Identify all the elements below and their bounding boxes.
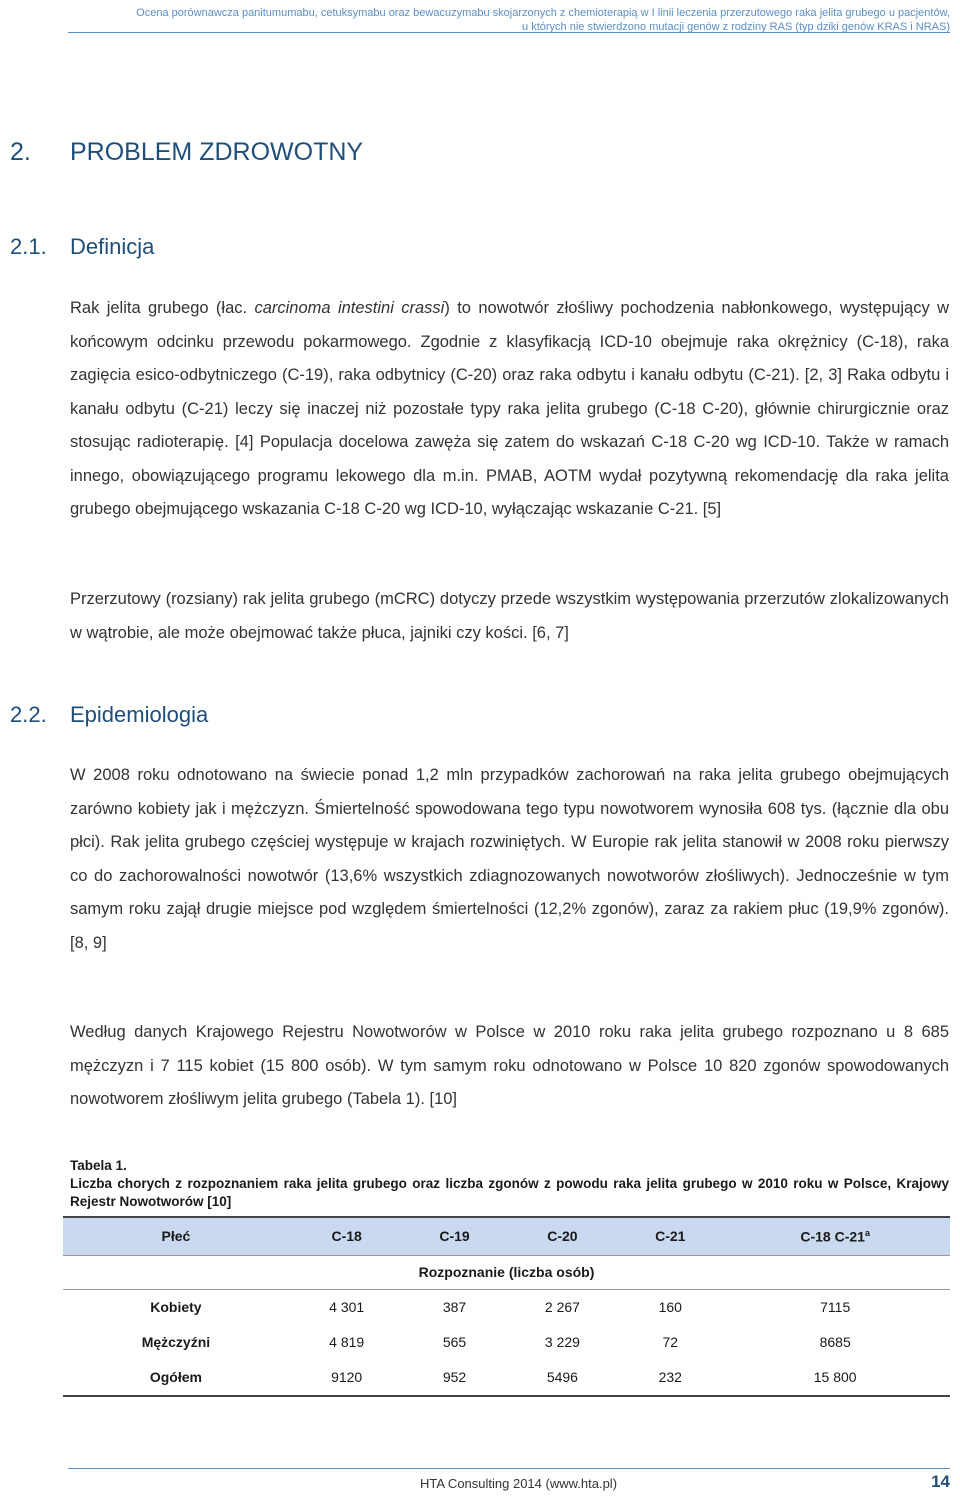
column-header: Płeć <box>63 1217 289 1255</box>
metastatic-paragraph: Przerzutowy (rozsiany) rak jelita grubego (mCRC) dotyczy przede wszystkim występowania przerzutów zlokalizowanych w wątrobie, ale może obejmować także płuca, jajniki czy kości. [6, 7] <box>70 590 949 642</box>
definition-text-start: Rak jelita grubego (łac. <box>70 299 255 317</box>
table-cell: 9120 <box>289 1360 405 1396</box>
table-cell: 2 267 <box>544 1299 580 1315</box>
subsection-title: Epidemiologia <box>70 702 209 727</box>
table-cell: 8685 <box>819 1334 851 1350</box>
footer-text: HTA Consulting 2014 (www.hta.pl) <box>420 1476 618 1491</box>
section-heading <box>10 138 363 167</box>
table-row <box>63 1360 950 1396</box>
column-header: C-20 <box>505 1217 621 1255</box>
table-cell: 5496 <box>505 1360 621 1396</box>
column-header: C-18 <box>289 1217 405 1255</box>
registry-paragraph: Według danych Krajowego Rejestru Nowotworów w Polsce w 2010 roku raka jelita grubego rozpoznano u 8 685 mężczyzn i 7 115 kobiet (15 800 osób). W tym samym roku odnotowano w Polsce 10 820 zgonów spowodowanych nowotworem złośliwym jelita grubego (Tabela 1). [10] <box>70 1023 949 1108</box>
table-caption-text: Liczba chorych z rozpoznaniem raka jelita grubego oraz liczba zgonów z powodu raka jelita grubego w 2010 roku w Polsce, Krajowy Rejestr Nowotworów [10] <box>70 1176 949 1209</box>
table-row <box>63 1325 950 1360</box>
section-number: 2. <box>10 138 31 166</box>
column-header: C-19 <box>404 1217 504 1255</box>
running-header-line-2: u których nie stwierdzono mutacji genów z rodziny RAS (typ dziki genów KRAS i NRAS) <box>522 21 950 33</box>
table-cell: 7115 <box>820 1299 851 1315</box>
subsection-title: Definicja <box>70 234 155 259</box>
incidence-table <box>63 1216 950 1397</box>
subsection-number: 2.1. <box>10 234 47 259</box>
definition-text-rest: ) to nowotwór złośliwy pochodzenia nabłonkowego, występujący w końcowym odcinku przewodu pokarmowego. Zgodnie z klasyfikacją ICD-10 obejmuje raka okrężnicy (C-18), raka zagięcia esico-odbytniczego (C-19), raka odbytnicy (C-20) oraz raka odbytu i kanału odbytu (C-21). [2, 3] Raka odbytu i kanału odbytu (C-21) leczy się inaczej niż pozostałe typy raka jelita grubego (C-18 C-20), głównie chirurgicznie oraz stosując radioterapię. [4] Populacja docelowa zawęża się zatem do wskazań C-18 C-20 wg ICD-10. Także w ramach innego, obowiązującego programu lekowego dla m.in. PMAB, AOTM wydał pozytywną rekomendację dla raka jelita grubego obejmującego wskazania C-18 C-20 wg ICD-10, wyłączając wskazanie C-21. [5] <box>70 299 950 518</box>
row-label: Mężczyźni <box>141 1334 211 1350</box>
table-cell: 15 800 <box>720 1360 950 1396</box>
header-divider <box>68 32 950 33</box>
table-caption <box>70 1157 949 1211</box>
section-title: PROBLEM ZDROWOTNY <box>70 138 364 166</box>
definition-paragraph <box>70 292 949 527</box>
table-cell: 232 <box>620 1360 720 1396</box>
table-label: Tabela 1. <box>70 1158 127 1173</box>
table-subheader: Rozpoznanie (liczba osób) <box>63 1255 950 1289</box>
table-header-row <box>63 1217 950 1255</box>
table-cell: 72 <box>662 1334 679 1350</box>
subsection-number: 2.2. <box>10 702 47 727</box>
row-label: Kobiety <box>150 1299 202 1315</box>
column-header: C-21 <box>620 1217 720 1255</box>
column-header <box>720 1217 950 1255</box>
table-subheader-row <box>63 1255 950 1289</box>
column-header-text: C-18 C-21 <box>800 1228 865 1245</box>
footer-divider <box>68 1468 950 1469</box>
epidemiology-paragraph: W 2008 roku odnotowano na świecie ponad 1,2 mln przypadków zachorowań na raka jelita grubego obejmujących zarówno kobiety jak i mężczyzn. Śmiertelność spowodowana tego typu nowotworem wynosiła 608 tys. (łącznie dla obu płci). Rak jelita grubego częściej występuje w krajach rozwiniętych. W Europie rak jelita stanowił w 2008 roku pierwszy co do zachorowalności nowotwór (13,6% wszystkich zdiagnozowanych nowotworów złośliwych). Jednocześnie w tym samym roku zajął drugie miejsce pod względem śmiertelności (12,2% zgonów), zaraz za rakiem płuc (19,9% zgonów). [8, 9] <box>70 766 949 952</box>
table-cell: 4 301 <box>329 1299 365 1315</box>
table-row <box>63 1289 950 1325</box>
running-header-line-1: Ocena porównawcza panitumumabu, cetuksymabu oraz bewacuzymabu skojarzonych z chemioterapią w I linii leczenia przerzutowego raka jelita grubego u pacjentów, <box>136 7 950 19</box>
table-cell: 387 <box>442 1299 467 1315</box>
running-header <box>68 6 950 34</box>
table-cell: 565 <box>442 1334 467 1350</box>
subsection-heading-definicja <box>10 234 154 260</box>
table-cell: 4 819 <box>329 1334 365 1350</box>
footnote-marker: a <box>864 1227 870 1238</box>
table-cell: 952 <box>404 1360 504 1396</box>
subsection-heading-epidemiologia <box>10 702 208 728</box>
latin-term: carcinoma intestini crassi <box>254 299 445 317</box>
row-label: Ogółem <box>63 1360 289 1396</box>
table-cell: 160 <box>658 1299 682 1315</box>
page-number: 14 <box>931 1472 950 1491</box>
table-cell: 3 229 <box>544 1334 580 1350</box>
